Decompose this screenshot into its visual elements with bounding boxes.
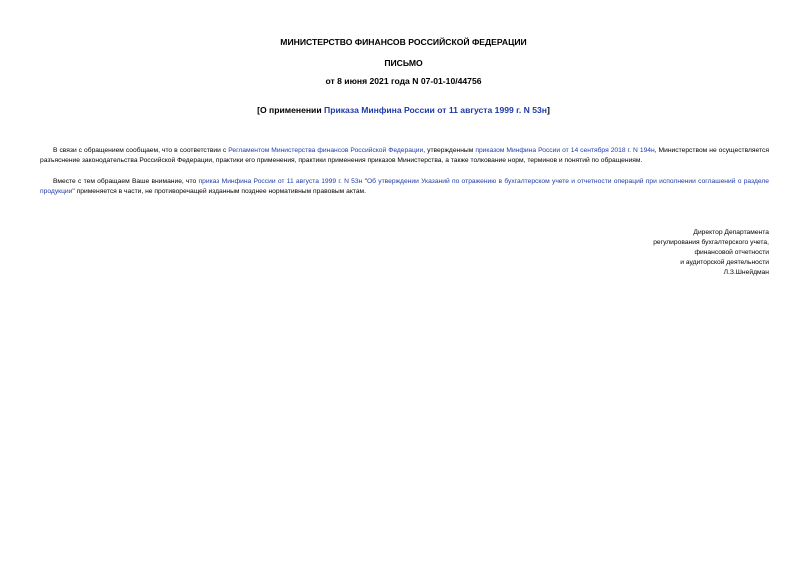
para2-text-1: Вместе с тем обращаем Ваше внимание, что	[53, 178, 199, 185]
paragraph-1	[40, 146, 769, 166]
subject-close: ]	[547, 105, 550, 115]
para2-text-2: "	[362, 178, 367, 185]
order-194n-link[interactable]: приказом Минфина России от 14 сентября 2018 г. N 194н	[475, 147, 655, 154]
subject-open: [О применении	[257, 105, 325, 115]
para1-text-2: , утвержденным	[423, 147, 476, 154]
order-53n-link[interactable]: приказ Минфина России от 11 августа 1999 г. N 53н	[198, 178, 363, 185]
signature-line-4: и аудиторской деятельности	[680, 259, 769, 266]
document-subject	[0, 105, 807, 115]
subject-order-link[interactable]: Приказа Минфина России от 11 августа 1999 г. N 53н	[324, 105, 548, 115]
signature-name: Л.З.Шнейдман	[723, 269, 769, 276]
document-date-number: от 8 июня 2021 года N 07-01-10/44756	[325, 76, 482, 86]
ministry-title: МИНИСТЕРСТВО ФИНАНСОВ РОССИЙСКОЙ ФЕДЕРАЦИИ	[280, 37, 527, 47]
para1-text-3: , Министерством не осуществляется разъяснение законодательства Российской Федерации, практики его применения, практики применения приказов Министерства, а также толкование норм, терминов и понятий по обращениям.	[40, 147, 769, 164]
signature-line-3: финансовой отчетности	[694, 249, 769, 256]
regulation-link[interactable]: Регламентом Министерства финансов Российской Федерации	[228, 147, 424, 154]
signature-line-1: Директор Департамента	[693, 229, 769, 236]
para1-text-1: В связи с обращением сообщаем, что в соответствии с	[53, 147, 229, 154]
signature-block	[653, 228, 769, 278]
paragraph-2	[40, 177, 769, 197]
signature-line-2: регулирования бухгалтерского учета,	[653, 239, 769, 246]
document-type: ПИСЬМО	[384, 58, 423, 68]
para2-text-3: " применяется в части, не противоречащей изданным позднее нормативным правовым актам.	[72, 188, 367, 195]
instructions-title-link[interactable]: Об утверждении Указаний по отражению в бухгалтерском учете и отчетности операций при исполнении соглашений о разделе продукции	[40, 178, 769, 195]
